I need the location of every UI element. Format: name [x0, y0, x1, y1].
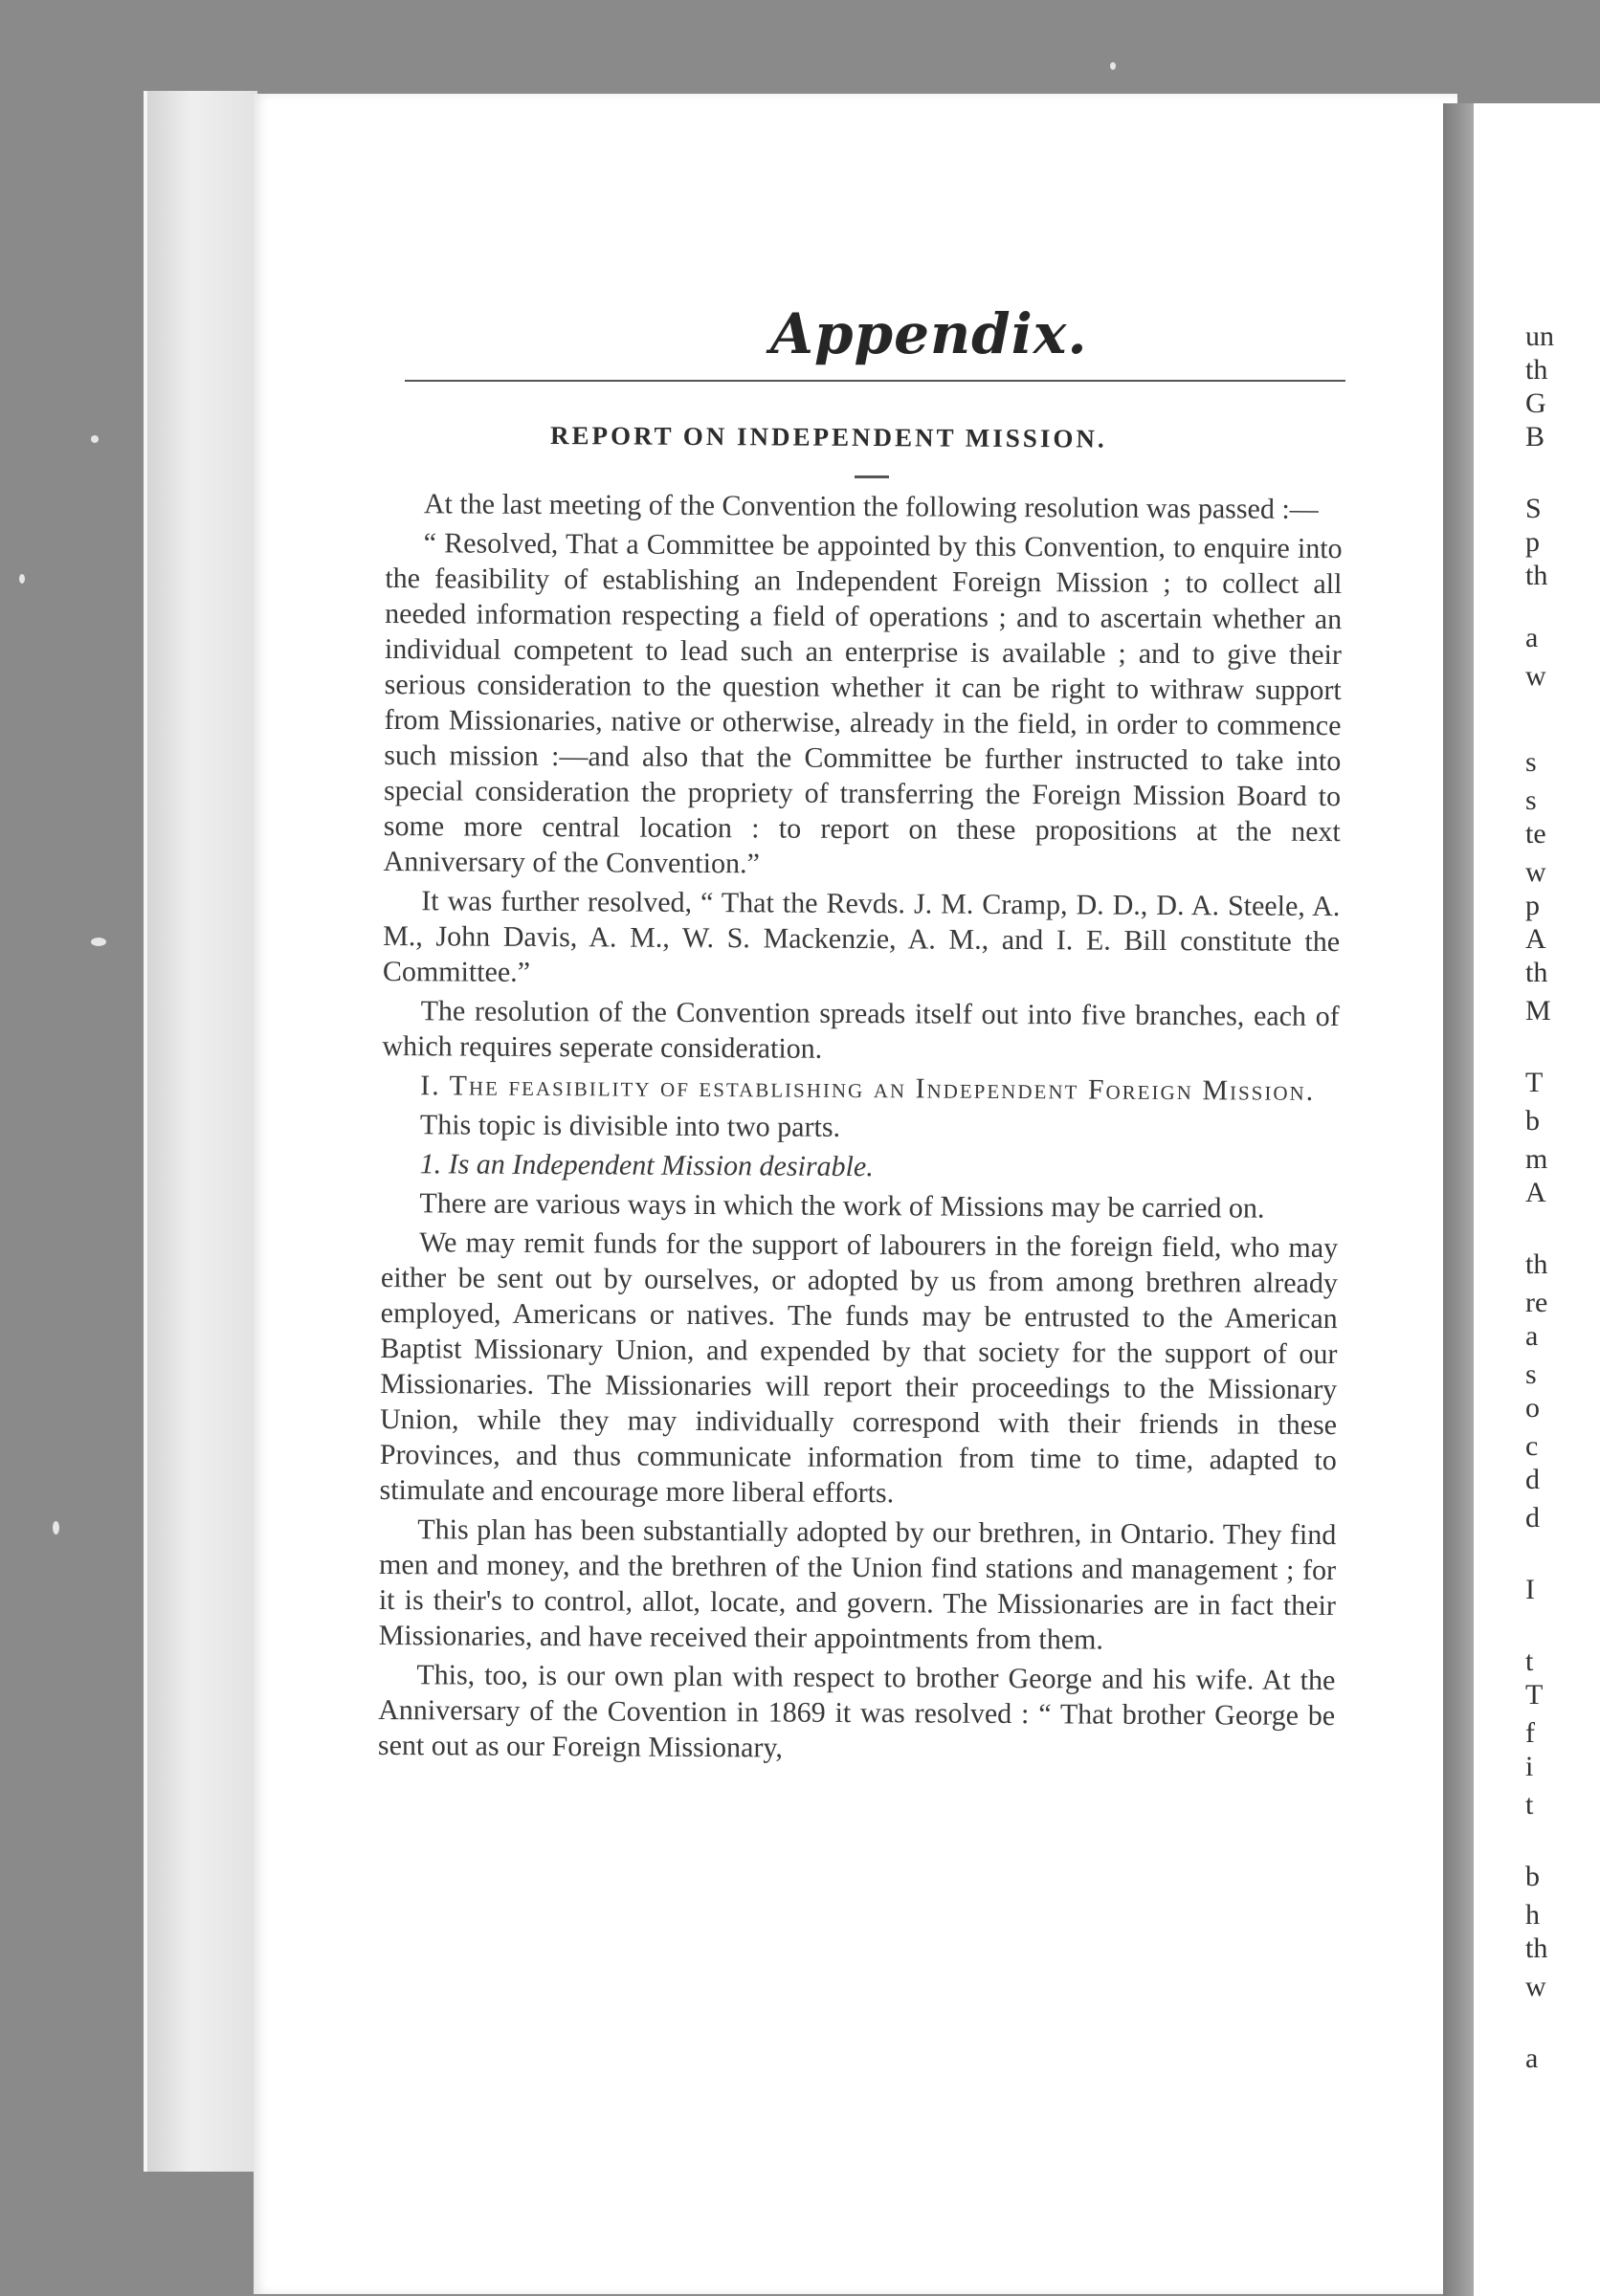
adjacent-page-fragment: s: [1525, 746, 1537, 778]
adjacent-page-fragment: un: [1525, 320, 1554, 352]
adjacent-page-fragment: a: [1525, 2042, 1539, 2074]
scan-speck: [53, 1521, 59, 1534]
adjacent-page-fragment: d: [1525, 1464, 1540, 1495]
adjacent-page-fragment: w: [1525, 856, 1546, 888]
adjacent-page-fragment: c: [1525, 1430, 1539, 1462]
adjacent-page-fragment: d: [1525, 1502, 1540, 1534]
adjacent-page-fragment: I: [1525, 1574, 1535, 1605]
adjacent-page-fragment: w: [1525, 1971, 1546, 2002]
scan-speck: [1110, 62, 1116, 70]
adjacent-page-fragment: A: [1525, 923, 1546, 955]
page-header: Appendix.: [770, 301, 1088, 366]
adjacent-page-fragment: s: [1525, 784, 1537, 816]
adjacent-page-fragment: p: [1525, 890, 1540, 921]
body-text: [378, 486, 1343, 1773]
adjacent-page-fragment: p: [1525, 526, 1540, 558]
adjacent-page-fragment: f: [1525, 1717, 1535, 1749]
adjacent-page-fragment: h: [1525, 1899, 1540, 1931]
header-rule: [405, 380, 1345, 382]
adjacent-page-fragment: b: [1525, 1105, 1540, 1137]
adjacent-page-fragment: th: [1525, 354, 1548, 386]
subsection-heading-text: 1. Is an Independent Mission desirable.: [419, 1148, 874, 1183]
scan-speck: [91, 435, 99, 443]
adjacent-page-fragment: t: [1525, 1645, 1534, 1677]
book-gutter: [1443, 103, 1474, 2296]
paragraph: This plan has been substantially adopted by our brethren, in Ontario. They find men and money, and the brethren of the Union find stations and management ; for it is their's to control, allot, locate, and govern. The Missionaries are in fact their Missionaries, and have received their appointments from them.: [378, 1513, 1337, 1656]
paragraph: The resolution of the Convention spreads itself out into five branches, each of which requires seperate consideration.: [382, 995, 1340, 1065]
adjacent-page-fragment: B: [1525, 421, 1545, 453]
paragraph: This topic is divisible into two parts.: [419, 1109, 841, 1143]
title-divider: [855, 475, 889, 478]
adjacent-page-fragment: A: [1525, 1177, 1546, 1208]
adjacent-page-fragment: o: [1525, 1392, 1540, 1424]
adjacent-page-fragment: G: [1525, 387, 1546, 419]
scan-speck: [91, 938, 106, 946]
adjacent-page-fragment: th: [1525, 1248, 1548, 1280]
adjacent-page-fragment: th: [1525, 957, 1548, 988]
adjacent-page-fragment: th: [1525, 1932, 1548, 1964]
adjacent-page-fragment: re: [1525, 1287, 1548, 1318]
adjacent-page-fragment: T: [1525, 1679, 1544, 1711]
adjacent-page-fragment: a: [1525, 1320, 1539, 1352]
paragraph: It was further resolved, “ That the Revds. J. M. Cramp, D. D., D. A. Steele, A. M., John Davis, A. M., W. S. Mackenzie, A. M., and I. E. Bill constitute the Committee.”: [382, 885, 1341, 988]
adjacent-page-fragment: m: [1525, 1143, 1548, 1175]
paragraph: At the last meeting of the Convention the following resolution was passed :—: [423, 488, 1319, 525]
subsection-heading: [382, 1146, 1339, 1187]
adjacent-page-fragment: t: [1525, 1789, 1534, 1821]
section-heading: I. The feasibility of establishing an Independent Foreign Mission.: [420, 1070, 1316, 1107]
adjacent-page-fragment: te: [1525, 818, 1546, 850]
adjacent-page-fragment: w: [1525, 660, 1546, 692]
adjacent-page-fragment: i: [1525, 1751, 1534, 1782]
paragraph: There are various ways in which the work of Missions may be carried on.: [419, 1187, 1265, 1225]
book-page-edges: [144, 91, 257, 2172]
adjacent-page-fragment: a: [1525, 622, 1539, 653]
report-title: REPORT ON INDEPENDENT MISSION.: [549, 421, 1107, 453]
scan-speck: [19, 574, 25, 584]
adjacent-page-fragment: s: [1525, 1358, 1537, 1390]
adjacent-page-fragment: M: [1525, 995, 1551, 1027]
adjacent-page-fragment: th: [1525, 560, 1548, 591]
paragraph: “ Resolved, That a Committee be appointed by this Convention, to enquire into the feasibility of establishing an Independent Foreign Mission ; to collect all needed information respecting a field of operations ; and to ascertain whether an individual competent to lead such an enterprise is available ; and to give their serious consideration to the question whether it can be right to withraw support from Missionaries, native or otherwise, already in the field, in order to commence such mission :—and also that the Committee be further instructed to take into special consideration the propriety of transferring the Foreign Mission Board to some more central location : to report on these propositions at the next Anniversary of the Convention.”: [383, 527, 1343, 880]
adjacent-page-fragment: T: [1525, 1067, 1544, 1098]
paragraph: We may remit funds for the support of labourers in the foreign field, who may either be sent out by ourselves, or adopted by us from among brethren already employed, Americans or natives. The funds may be entrusted to the American Baptist Missionary Union, and expended by that society for the support of our Missionaries. The Missionaries will report their proceedings to the Missionary Union, while they may individually correspond with their friends in these Provinces, and thus communicate information from time to time, adapted to stimulate and encourage more liberal efforts.: [379, 1226, 1339, 1510]
adjacent-page-fragment: S: [1525, 493, 1542, 524]
adjacent-page-fragment: b: [1525, 1861, 1540, 1892]
paragraph: This, too, is our own plan with respect to brother George and his wife. At the Anniversary of the Covention in 1869 it was resolved : “ That brother George be sent out as our Foreign Missionary,: [377, 1659, 1336, 1764]
